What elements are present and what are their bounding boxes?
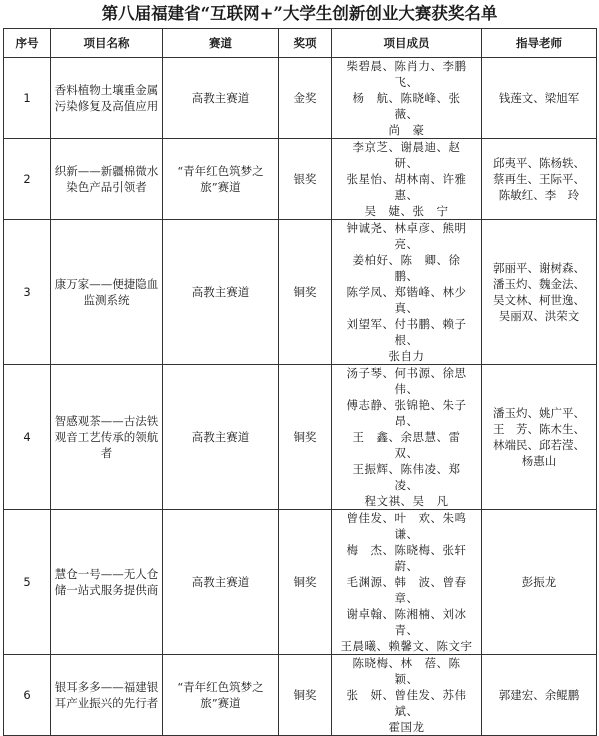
header-advisors: 指导老师 <box>482 29 597 58</box>
cell-index: 6 <box>4 655 51 736</box>
page-title: 第八届福建省“互联网+”大学生创新创业大赛获奖名单 <box>101 4 498 23</box>
cell-project: 康万家——便捷隐血监测系统 <box>51 220 163 365</box>
table-row <box>4 58 597 139</box>
cell-members: 汤子琴、何书源、徐思伟、 傅志静、张锦艳、朱子昂、 王 鑫、余思慧、雷 双、 王振辉、陈伟凌、郑 凌、 程文祺、吴 凡 <box>332 365 482 510</box>
cell-award: 铜奖 <box>279 365 332 510</box>
cell-members: 钟诚尧、林卓彦、熊明亮、 姜柏好、陈 卿、徐 鹏、 陈学凤、郑锴峰、林少真、 刘望军、付书鹏、赖子根、 张自力 <box>332 220 482 365</box>
cell-track: 高教主赛道 <box>163 220 279 365</box>
header-index: 序号 <box>4 29 51 58</box>
cell-project: 慧仓一号——无人仓储一站式服务提供商 <box>51 510 163 655</box>
cell-members: 陈晓梅、林 蓓、陈 颖、 张 妍、曾佳发、苏伟斌、 霍国龙 <box>332 655 482 736</box>
table-row <box>4 139 597 220</box>
cell-project: 织新——新疆棉微水染色产品引领者 <box>51 139 163 220</box>
table-header-row <box>4 29 597 58</box>
cell-award: 银奖 <box>279 139 332 220</box>
cell-advisors: 邱夷平、陈杨轶、 蔡再生、王际平、 陈敏红、李 玲 <box>482 139 597 220</box>
award-list-table <box>3 28 597 736</box>
cell-track: 高教主赛道 <box>163 58 279 139</box>
table-row <box>4 510 597 655</box>
cell-advisors: 钱莲文、梁旭军 <box>482 58 597 139</box>
cell-project: 香料植物土壤重金属污染修复及高值应用 <box>51 58 163 139</box>
header-track: 赛道 <box>163 29 279 58</box>
cell-members: 曾佳发、叶 欢、朱鸣谦、 梅 杰、陈晓梅、张轩蔚、 毛渊源、韩 波、曾春章、 谢卓翰、陈湘楠、刘冰青、 王晨曦、赖馨文、陈文宇 <box>332 510 482 655</box>
cell-index: 5 <box>4 510 51 655</box>
cell-advisors: 郭建宏、余鲲鹏 <box>482 655 597 736</box>
cell-index: 1 <box>4 58 51 139</box>
cell-members: 李京芝、谢晨迪、赵 研、 张星怡、胡林南、许雅惠、 吴 婕、张 宁 <box>332 139 482 220</box>
cell-track: “青年红色筑梦之旅”赛道 <box>163 655 279 736</box>
cell-index: 2 <box>4 139 51 220</box>
header-award: 奖项 <box>279 29 332 58</box>
cell-index: 4 <box>4 365 51 510</box>
table-row <box>4 655 597 736</box>
cell-track: 高教主赛道 <box>163 510 279 655</box>
cell-award: 金奖 <box>279 58 332 139</box>
cell-track: 高教主赛道 <box>163 365 279 510</box>
cell-award: 铜奖 <box>279 510 332 655</box>
cell-members: 柴碧晨、陈肖力、李鹏飞、 杨 航、陈晓峰、张 薇、 尚 豪 <box>332 58 482 139</box>
cell-advisors: 潘玉灼、姚广平、 王 芳、陈木生、 林端民、邱若滢、 杨惠山 <box>482 365 597 510</box>
cell-index: 3 <box>4 220 51 365</box>
table-row <box>4 365 597 510</box>
cell-project: 智感观茶——古法铁观音工艺传承的领航者 <box>51 365 163 510</box>
header-members: 项目成员 <box>332 29 482 58</box>
cell-track: “青年红色筑梦之旅”赛道 <box>163 139 279 220</box>
cell-project: 银耳多多——福建银耳产业振兴的先行者 <box>51 655 163 736</box>
cell-advisors: 彭振龙 <box>482 510 597 655</box>
cell-award: 铜奖 <box>279 655 332 736</box>
cell-award: 铜奖 <box>279 220 332 365</box>
table-row <box>4 220 597 365</box>
header-project: 项目名称 <box>51 29 163 58</box>
cell-advisors: 郭丽平、谢树森、 潘玉灼、魏金法、 吴文林、柯世逸、 吴丽双、洪荣文 <box>482 220 597 365</box>
